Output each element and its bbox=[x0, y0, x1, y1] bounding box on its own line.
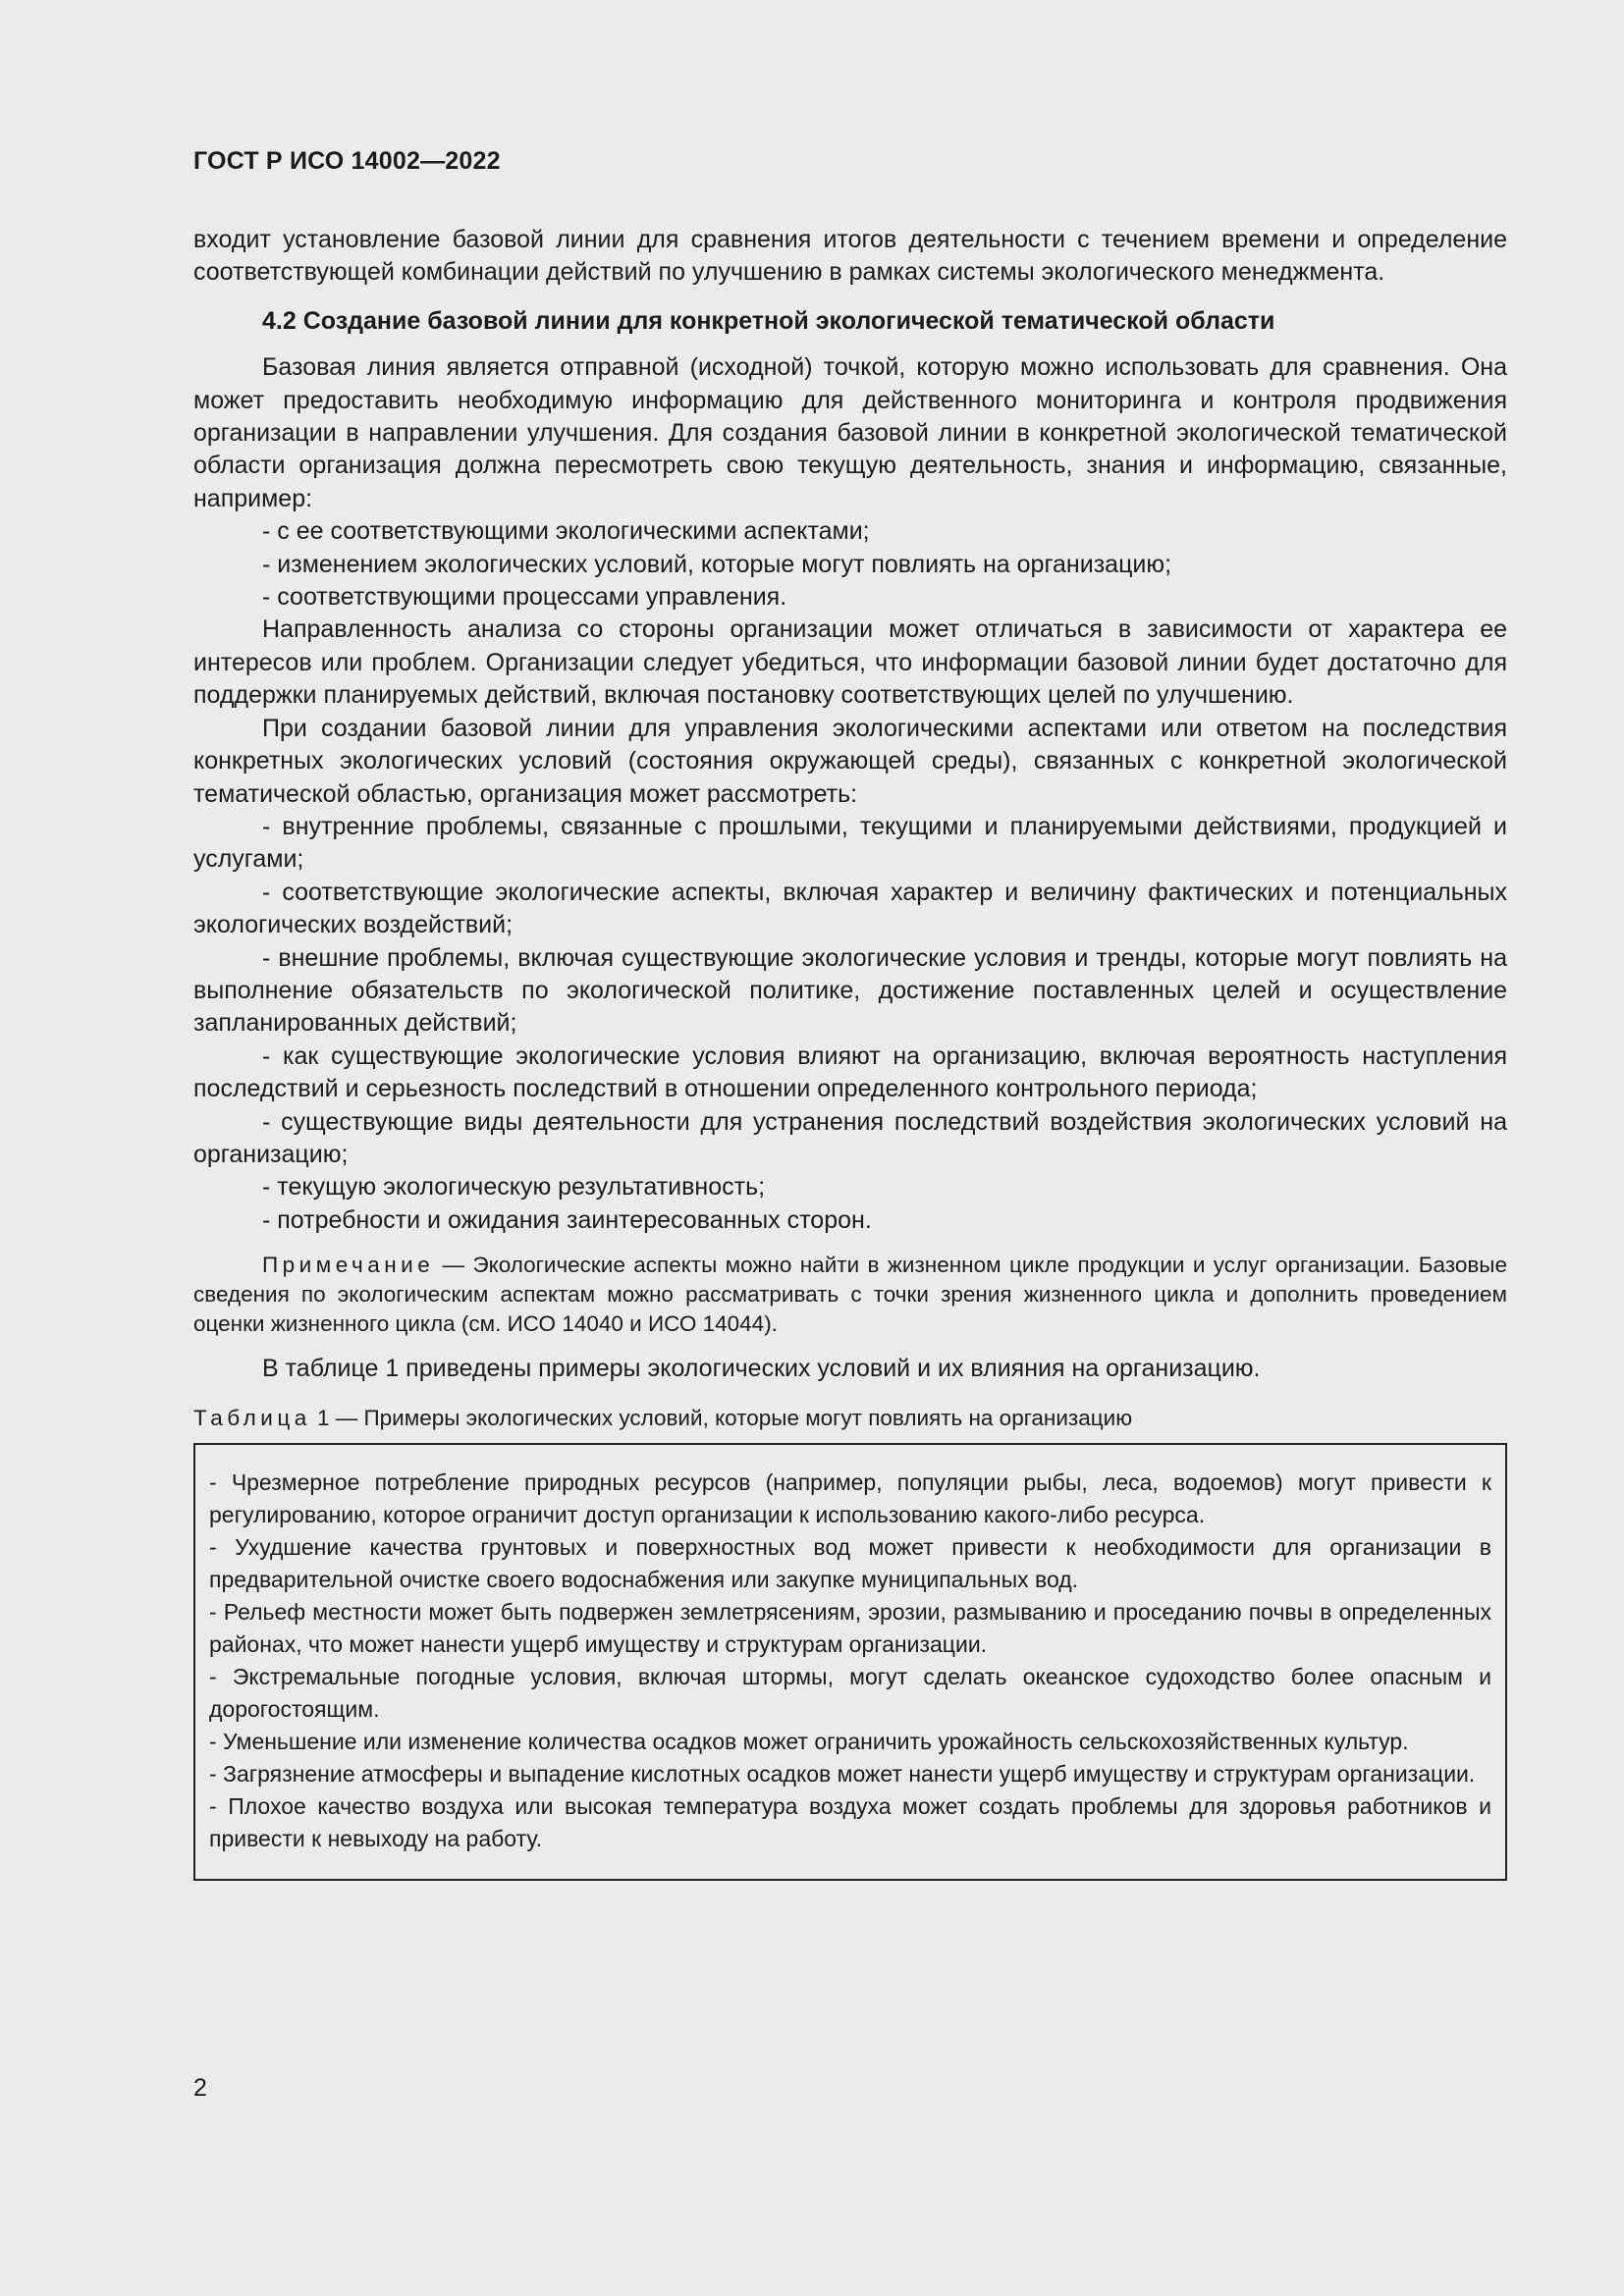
note-text: — Экологические аспекты можно найти в жизненном цикле продукции и услуг организации. Базовые сведения по экологическим аспектам можно рассматривать с точки зрения жизненного цикла и дополнить проведением оценки жизненного цикла (см. ИСО 14040 и ИСО 14044). bbox=[193, 1253, 1507, 1337]
table-caption bbox=[193, 1404, 1507, 1433]
section-title: 4.2 Создание базовой линии для конкретной экологической тематической области bbox=[262, 306, 1275, 335]
list-item: - соответствующие экологические аспекты, включая характер и величину фактических и потенциальных экологических воздействий; bbox=[193, 878, 1507, 939]
table-row: - Рельеф местности может быть подвержен землетрясениям, эрозии, размыванию и проседанию почвы в определенных районах, что может нанести ущерб имуществу и структурам организации. bbox=[209, 1598, 1491, 1657]
table-1 bbox=[193, 1443, 1507, 1881]
table-row: - Ухудшение качества грунтовых и поверхностных вод может привести к необходимости для организации в предварительной очистке своего водоснабжения или закупке муниципальных вод. bbox=[209, 1533, 1491, 1592]
table-row: - Экстремальные погодные условия, включая штормы, могут сделать океанское судоходство более опасным и дорогостоящим. bbox=[209, 1663, 1491, 1722]
table-row: - Чрезмерное потребление природных ресурсов (например, популяции рыбы, леса, водоемов) могут привести к регулированию, которое ограничит доступ организации к использованию какого-либо ресурса. bbox=[209, 1468, 1491, 1527]
list-item: - изменением экологических условий, которые могут повлиять на организацию; bbox=[262, 550, 1172, 578]
table-row: - Плохое качество воздуха или высокая температура воздуха может создать проблемы для здоровья работников и привести к невыходу на работу. bbox=[209, 1792, 1491, 1851]
table-caption-text: 1 — Примеры экологических условий, которые могут повлиять на организацию bbox=[310, 1405, 1133, 1430]
list-item: - внутренние проблемы, связанные с прошлыми, текущими и планируемыми действиями, продукцией и услугами; bbox=[193, 812, 1507, 874]
table-label: Таблица bbox=[193, 1405, 311, 1430]
paragraph-table-intro: В таблице 1 приведены примеры экологических условий и их влияния на организацию. bbox=[262, 1355, 1261, 1383]
list-item: - как существующие экологические условия влияют на организацию, включая вероятность наступления последствий и серьезность последствий в отношении определенного контрольного периода; bbox=[193, 1041, 1507, 1103]
list-item: - соответствующими процессами управления. bbox=[262, 583, 787, 612]
list-item: - с ее соответствующими экологическими аспектами; bbox=[262, 517, 870, 546]
note-label: Примечание bbox=[262, 1253, 435, 1278]
list-item: - потребности и ожидания заинтересованных сторон. bbox=[262, 1205, 872, 1234]
document-body bbox=[193, 224, 1507, 1881]
page-number: 2 bbox=[193, 2074, 207, 2102]
paragraph-baseline-definition: Базовая линия является отправной (исходной) точкой, которую можно использовать для сравнения. Она может предоставить необходимую информацию для действенного мониторинга и контроля продвижения организации в направлении улучшения. Для создания базовой линии в конкретной экологической тематической области организация должна пересмотреть свою текущую деятельность, знания и информацию, связанные, например: bbox=[193, 353, 1507, 512]
note bbox=[193, 1251, 1507, 1339]
document-header: ГОСТ Р ИСО 14002—2022 bbox=[193, 147, 501, 175]
paragraph-analysis-focus: Направленность анализа со стороны организации может отличаться в зависимости от характера ее интересов или проблем. Организации следует убедиться, что информации базовой линии будет достаточно для поддержки планируемых действий, включая постановку соответствующих целей по улучшению. bbox=[193, 615, 1507, 710]
list-item: - текущую экологическую результативность; bbox=[262, 1173, 766, 1201]
table-row: - Загрязнение атмосферы и выпадение кислотных осадков может нанести ущерб имуществу и структурам организации. bbox=[209, 1760, 1476, 1787]
paragraph-continuation: входит установление базовой линии для сравнения итогов деятельности с течением времени и определение соответствующей комбинации действий по улучшению в рамках системы экологического менеджмента. bbox=[193, 226, 1507, 287]
list-item: - существующие виды деятельности для устранения последствий воздействия экологических условий на организацию; bbox=[193, 1107, 1507, 1168]
list-item: - внешние проблемы, включая существующие экологические условия и тренды, которые могут повлиять на выполнение обязательств по экологической политике, достижение поставленных целей и осуществление запланированных действий; bbox=[193, 943, 1507, 1038]
table-row: - Уменьшение или изменение количества осадков может ограничить урожайность сельскохозяйственных культур. bbox=[209, 1728, 1409, 1754]
paragraph-baseline-creation: При создании базовой линии для управления экологическими аспектами или ответом на последствия конкретных экологических условий (состояния окружающей среды), связанных с конкретной экологической тематической областью, организация может рассмотреть: bbox=[193, 714, 1507, 808]
